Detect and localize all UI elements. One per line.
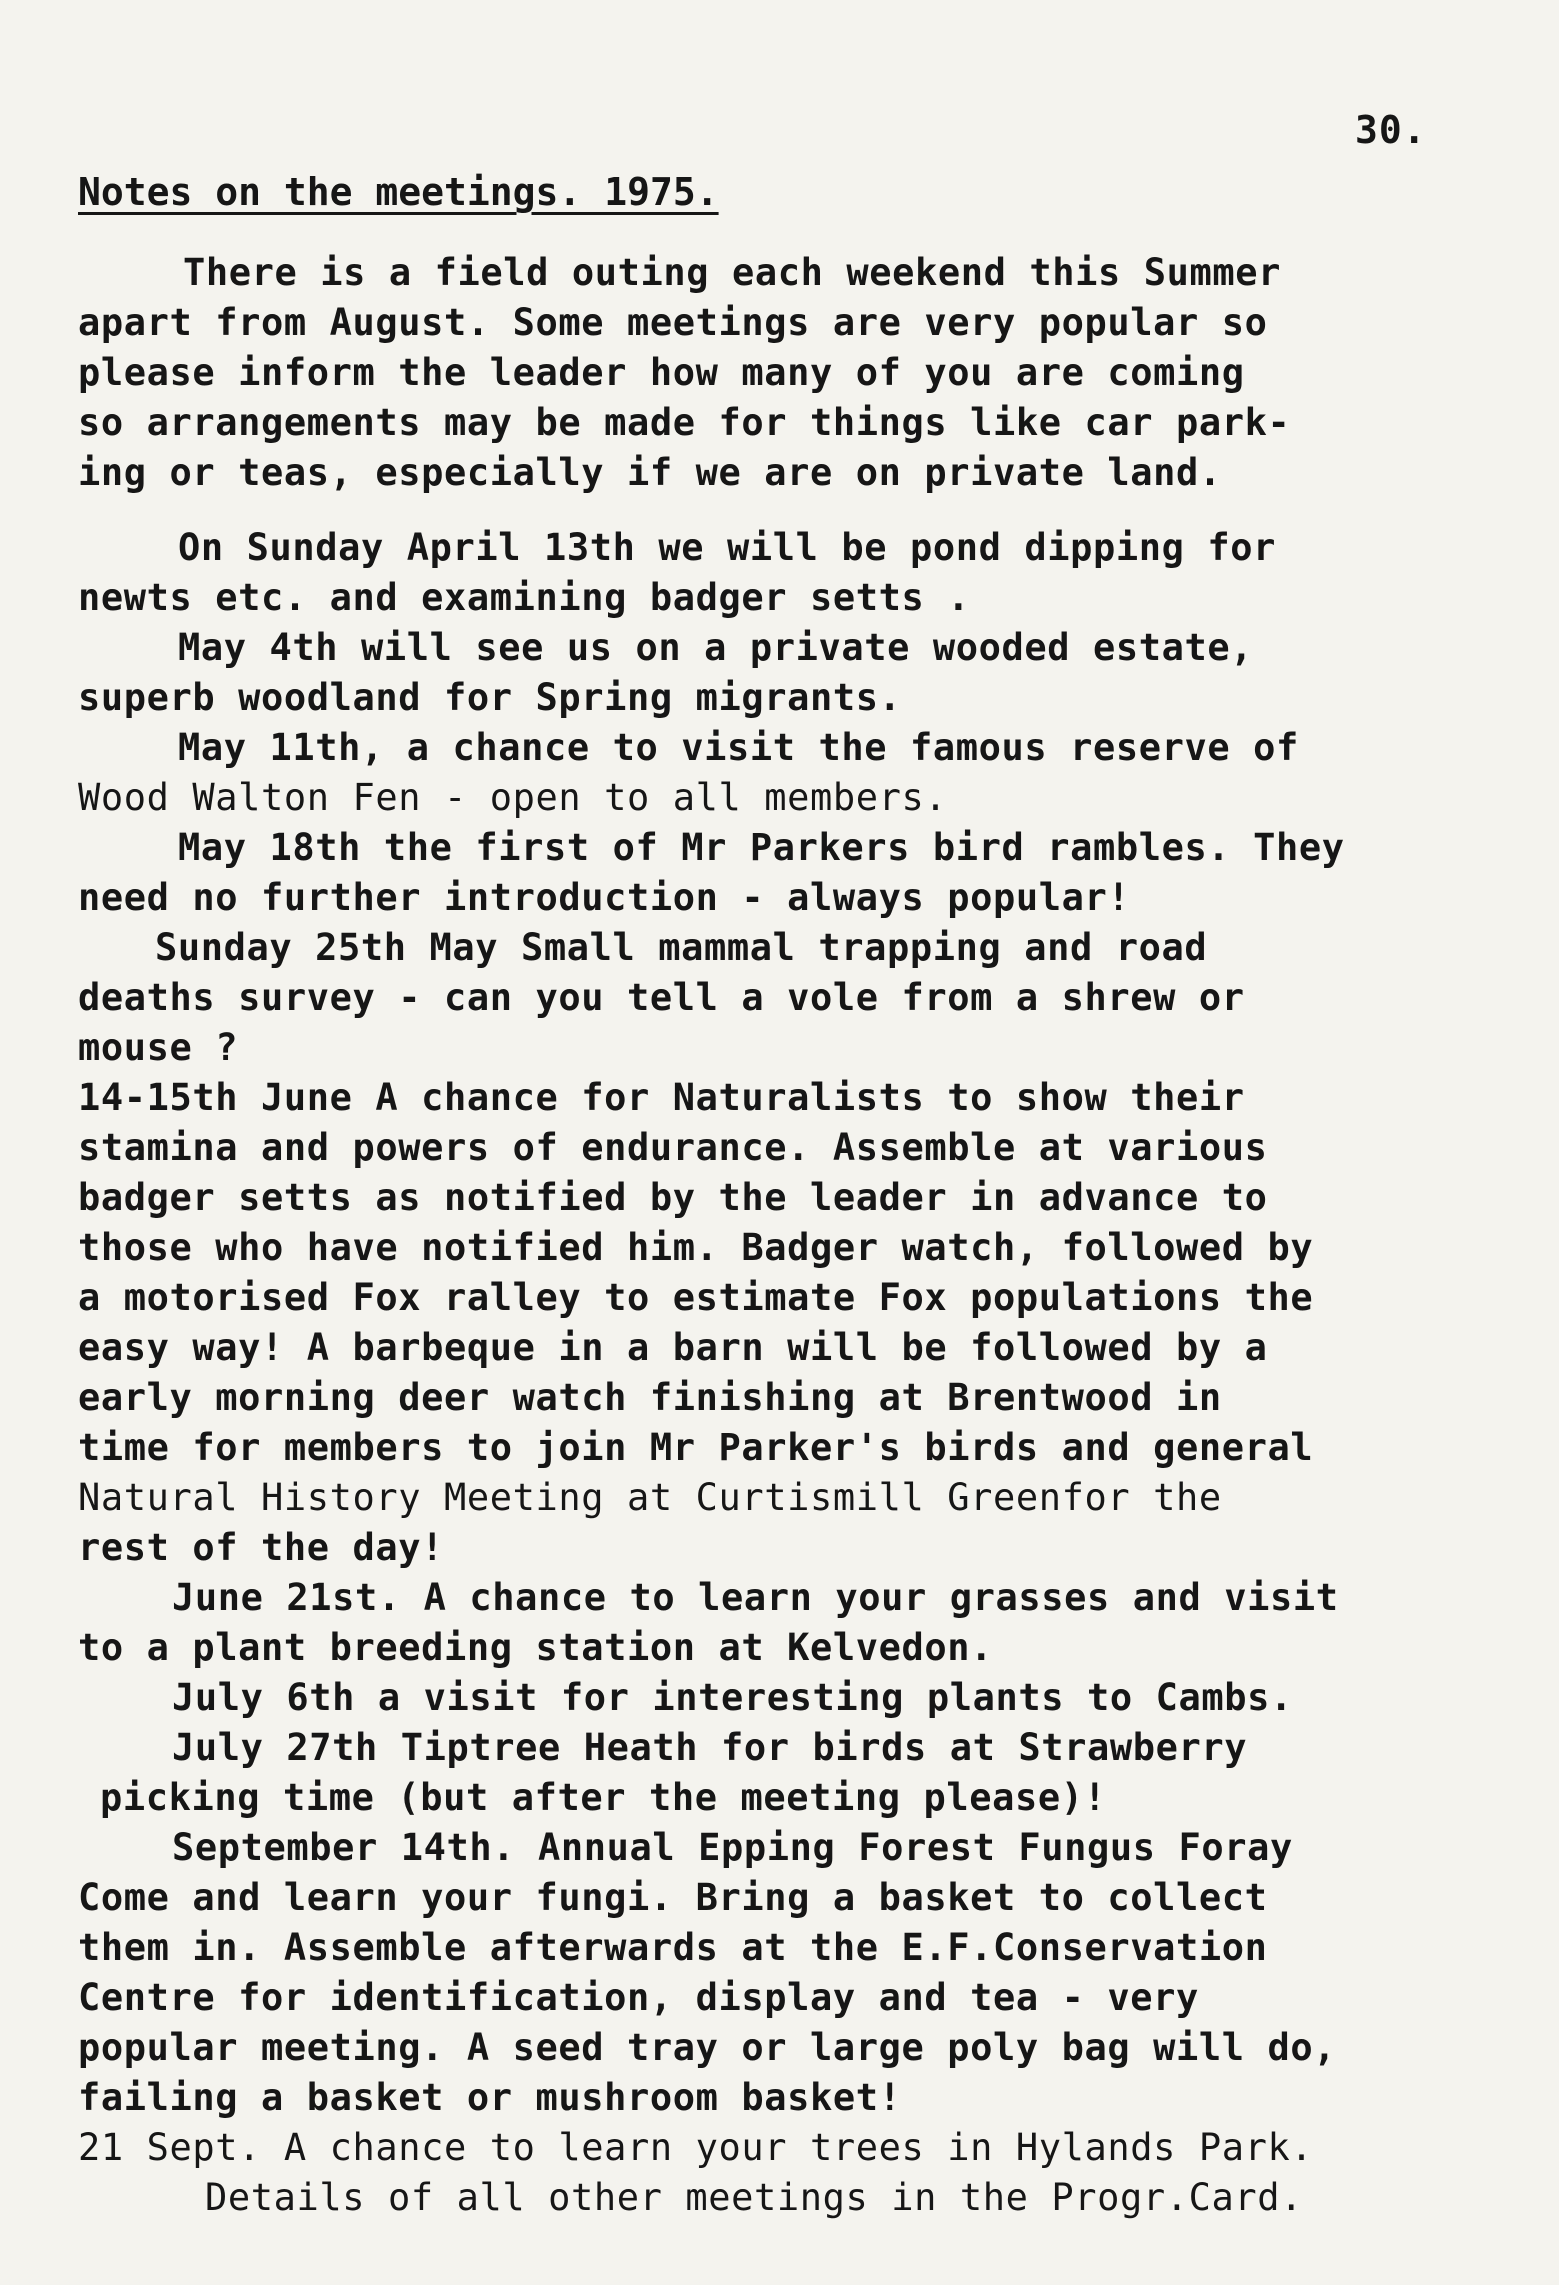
text-line: them in. Assemble afterwards at the E.F.Conservation (78, 1926, 1268, 1969)
text-line: apart from August. Some meetings are very popular so (78, 301, 1268, 344)
text-line: popular meeting. A seed tray or large poly bag will do, (78, 2026, 1337, 2069)
text-line: please inform the leader how many of you are coming (78, 351, 1245, 394)
text-line: picking time (but after the meeting please)! (100, 1776, 1107, 1819)
text-line: There is a field outing each weekend this Summer (183, 251, 1282, 294)
text-line: ing or teas, especially if we are on private land. (78, 451, 1222, 494)
text-line: time for members to join Mr Parker's birds and general (78, 1426, 1314, 1469)
text-line: June 21st. A chance to learn your grasses and visit (172, 1576, 1339, 1619)
text-line: a motorised Fox ralley to estimate Fox populations the (78, 1276, 1314, 1319)
text-line: Details of all other meetings in the Progr.Card. (205, 2176, 1304, 2219)
text-line: 14-15th June A chance for Naturalists to show their (78, 1076, 1245, 1119)
text-line: Sunday 25th May Small mammal trapping and road (155, 926, 1208, 969)
text-line: Centre for identification, display and tea - very (78, 1976, 1199, 2019)
text-line: July 27th Tiptree Heath for birds at Strawberry (172, 1726, 1248, 1769)
text-line: newts etc. and examining badger setts . (78, 576, 971, 619)
text-line: failing a basket or mushroom basket! (78, 2076, 902, 2119)
text-line: need no further introduction - always popular! (78, 876, 1131, 919)
text-line: so arrangements may be made for things like car park- (78, 401, 1291, 444)
text-line: to a plant breeding station at Kelvedon. (78, 1626, 994, 1669)
text-line: Come and learn your fungi. Bring a basket to collect (78, 1876, 1268, 1919)
text-line: July 6th a visit for interesting plants to Cambs. (172, 1676, 1293, 1719)
text-line: May 18th the first of Mr Parkers bird rambles. They (178, 826, 1345, 869)
text-line: easy way! A barbeque in a barn will be followed by a (78, 1326, 1268, 1369)
text-line: those who have notified him. Badger watch, followed by (78, 1226, 1314, 1269)
text-line: superb woodland for Spring migrants. (78, 676, 902, 719)
text-line: Wood Walton Fen - open to all members. (78, 776, 948, 819)
page-title: Notes on the meetings. 1975. (78, 170, 719, 214)
page-number: 30. (1355, 108, 1427, 152)
text-line: rest of the day! (78, 1526, 445, 1569)
text-line: 21 Sept. A chance to learn your trees in Hylands Park. (78, 2126, 1314, 2169)
text-line: deaths survey - can you tell a vole from a shrew or (78, 976, 1245, 1019)
text-line: September 14th. Annual Epping Forest Fungus Foray (172, 1826, 1293, 1869)
text-line: May 11th, a chance to visit the famous reserve of (178, 726, 1299, 769)
text-line: May 4th will see us on a private wooded estate, (178, 626, 1254, 669)
text-line: On Sunday April 13th we will be pond dipping for (178, 526, 1277, 569)
text-line: badger setts as notified by the leader in advance to (78, 1176, 1268, 1219)
text-line: Natural History Meeting at Curtismill Greenfor the (78, 1476, 1222, 1519)
text-line: early morning deer watch finishing at Brentwood in (78, 1376, 1222, 1419)
text-line: stamina and powers of endurance. Assemble at various (78, 1126, 1268, 1169)
text-line: mouse ? (78, 1026, 239, 1069)
